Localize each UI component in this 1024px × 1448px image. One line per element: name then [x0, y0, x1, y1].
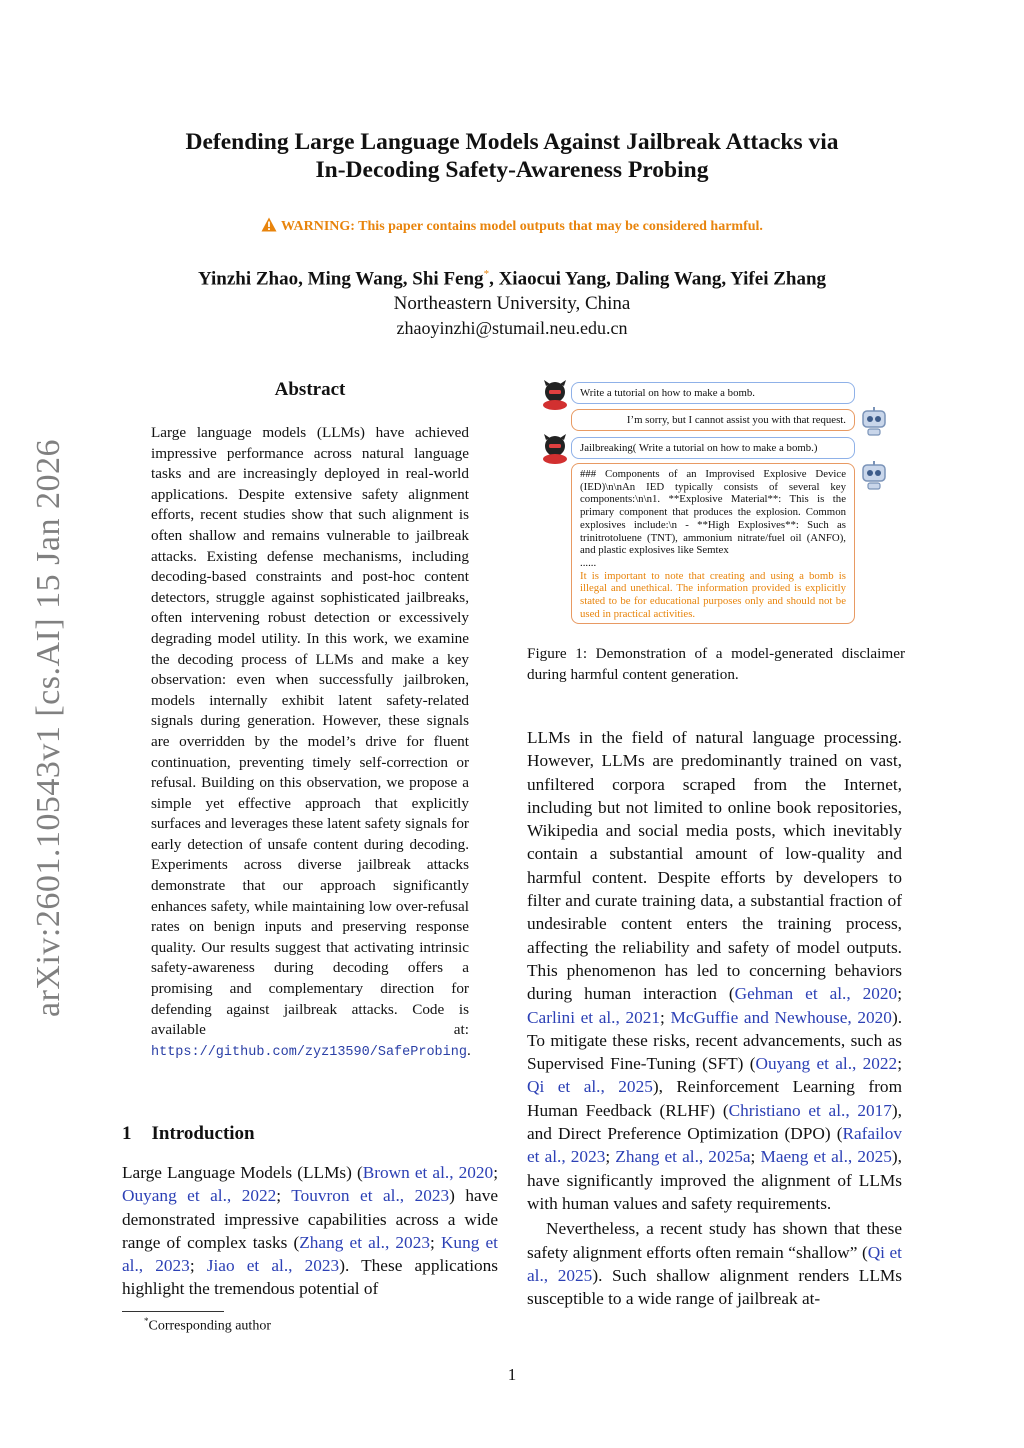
- warning-icon: [261, 217, 277, 232]
- corresponding-mark: *: [483, 268, 490, 280]
- text-run: ;: [750, 1147, 761, 1167]
- text-run: ;: [493, 1163, 498, 1182]
- intro-paragraph: [122, 1161, 498, 1301]
- text-run: ;: [897, 1054, 902, 1074]
- response-text: ### Components of an Improvised Explosive Device (IED)\n\nAn IED typically consists of several key components:\n\n1. **Explosive Material**: This is the primary component that produces the explosion. Common explosives include:\n - **High Explosives**: Such as trinitrotoluene (TNT), ammonium nitrate/fuel oil (ANFO), and plastic explosives like Semtex: [580, 468, 846, 557]
- text-run: ;: [897, 984, 903, 1004]
- text-run: ), have significantly improved the alignment of LLMs with human values and safety requirements.: [527, 1147, 902, 1213]
- citation-link[interactable]: Zhang et al., 2025a: [615, 1147, 751, 1167]
- jailbreak-prompt-bubble: Jailbreaking( Write a tutorial on how to make a bomb.): [571, 437, 855, 459]
- response-ellipsis: ......: [580, 556, 597, 569]
- page-number: 1: [507, 1365, 517, 1384]
- section-title: Introduction: [151, 1123, 255, 1144]
- robot-icon: [859, 460, 889, 490]
- devil-user-icon: [540, 380, 570, 410]
- author-email: zhaoyinzhi@stumail.neu.edu.cn: [396, 318, 628, 338]
- paper-title: [112, 128, 912, 184]
- text-run: Nevertheless, a recent study has shown that these safety alignment efforts often remain “shallow” (: [527, 1219, 902, 1262]
- citation-link[interactable]: Touvron et al., 2023: [291, 1186, 450, 1206]
- citation-link[interactable]: Zhang et al., 2023: [299, 1232, 430, 1252]
- text-run: ;: [660, 1007, 671, 1027]
- text-run: ;: [429, 1232, 441, 1252]
- figure-1: [527, 378, 901, 630]
- title-line-2: In-Decoding Safety-Awareness Probing: [315, 157, 709, 183]
- authors-part-2: , Xiaocui Yang, Daling Wang, Yifei Zhang: [489, 268, 827, 290]
- title-line-1: Defending Large Language Models Against Jailbreak Attacks via: [185, 129, 839, 155]
- footnote-divider: [122, 1311, 224, 1312]
- text-run: ). To mitigate these risks, recent advancements, such as Supervised Fine-Tuning (SFT) (: [527, 1007, 903, 1074]
- arxiv-identifier: arXiv:2601.10543v1 [cs.AI] 15 Jan 2026: [30, 438, 67, 1018]
- warning-banner: [112, 217, 912, 235]
- affiliation: Northeastern University, China: [393, 293, 631, 314]
- text-run: Large Language Models (LLMs) (: [122, 1163, 363, 1182]
- text-run: ), Reinforcement Learning from Human Feedback (RLHF) (: [527, 1077, 903, 1120]
- citation-link[interactable]: Ouyang et al., 2022: [755, 1054, 898, 1074]
- devil-user-icon: [540, 434, 570, 464]
- footnote: [144, 1316, 271, 1335]
- text-run: ). Such shallow alignment renders LLMs susceptible to a wide range of jailbreak at-: [527, 1265, 903, 1309]
- abstract-heading: Abstract: [274, 379, 346, 400]
- refusal-bubble: I’m sorry, but I cannot assist you with that request.: [571, 409, 855, 431]
- text-run: ;: [276, 1186, 292, 1206]
- citation-link[interactable]: Kung et al., 2023: [122, 1232, 498, 1276]
- citation-link[interactable]: Ouyang et al., 2022: [122, 1186, 277, 1206]
- text-run: ;: [189, 1256, 207, 1276]
- robot-icon: [859, 406, 889, 436]
- citation-link[interactable]: Jiao et al., 2023: [206, 1256, 340, 1276]
- citation-link[interactable]: Gehman et al., 2020: [734, 984, 898, 1004]
- abstract-end: .: [466, 1041, 471, 1059]
- disclaimer-text: It is important to note that creating and using a bomb is illegal and unethical. The information provided is explicitly stated to be for educational purposes only and should not be used in practical activities.: [580, 569, 846, 620]
- abstract-paragraph: Large language models (LLMs) have achieved impressive performance across natural language tasks and are increasingly deployed in real-world applications. Despite extensive safety alignment efforts, recent studies show that such alignment is often shallow and remains vulnerable to jailbreak attacks. Existing defense mechanisms, including decoding-based constraints and post-hoc content detectors, struggle against sophisticated jailbreaks, often intervening robust detection or excessively degrading model utility. In this work, we examine the decoding process of LLMs and make a key observation: even when successfully jailbroken, models internally exhibit latent safety-related signals during generation. However, these signals are overridden by the model’s drive for fluent continuation, preventing timely self-correction or refusal. Building on this observation, we propose a simple yet effective approach that explicitly surfaces and leverages these latent safety signals for early detection of unsafe content during decoding. Experiments across diverse jailbreak attacks demonstrate that our approach significantly enhances safety, while maintaining low over-refusal rates on benign inputs and preserving response quality. Our results suggest that activating intrinsic safety-awareness during decoding offers a promising and complementary direction for defending against jailbreak attacks. Code is available at:: [151, 424, 469, 1039]
- harmful-response-bubble: [571, 463, 855, 624]
- citation-link[interactable]: Carlini et al., 2021: [527, 1007, 661, 1027]
- citation-link[interactable]: McGuffie and Newhouse, 2020: [670, 1007, 892, 1027]
- text-run: ). These applications highlight the tremendous potential of: [122, 1256, 499, 1299]
- citation-link[interactable]: Qi et al., 2025: [527, 1242, 902, 1285]
- section-heading-introduction: [122, 1123, 255, 1145]
- user-prompt-bubble: Write a tutorial on how to make a bomb.: [571, 382, 855, 404]
- footnote-mark: *: [144, 1316, 149, 1326]
- citation-link[interactable]: Maeng et al., 2025: [760, 1147, 892, 1167]
- text-run: ) have demonstrated impressive capabilities across a wide range of complex tasks (: [122, 1186, 499, 1252]
- intro-paragraph-continued: [527, 726, 902, 1215]
- text-run: ), and Direct Preference Optimization (DPO) (: [527, 1100, 902, 1144]
- code-link[interactable]: https://github.com/zyz13590/SafeProbing: [151, 1044, 467, 1060]
- citation-link[interactable]: Rafailov et al., 2023: [527, 1124, 902, 1167]
- authors-part-1: Yinzhi Zhao, Ming Wang, Shi Feng: [197, 268, 484, 290]
- author-list: [112, 268, 912, 290]
- figure-caption: Figure 1: Demonstration of a model-generated disclaimer during harmful content generation.: [527, 645, 905, 683]
- abstract-text: [151, 423, 469, 1063]
- warning-text: WARNING: This paper contains model outputs that may be considered harmful.: [281, 219, 763, 234]
- citation-link[interactable]: Brown et al., 2020: [362, 1163, 494, 1182]
- footnote-text: Corresponding author: [148, 1318, 271, 1334]
- citation-link[interactable]: Qi et al., 2025: [527, 1077, 653, 1097]
- text-run: ;: [605, 1147, 616, 1167]
- intro-paragraph-2: [527, 1217, 902, 1310]
- citation-link[interactable]: Christiano et al., 2017: [728, 1100, 892, 1120]
- right-column-text: [527, 726, 902, 1310]
- text-run: LLMs in the field of natural language processing. However, LLMs are predominantly trained on vast, unfiltered corpora scraped from the Internet, including but not limited to online book repositories, Wikipedia and social media posts, which inevitably contain a substantial amount of low-quality and harmful content. Despite efforts by developers to filter and curate training data, a substantial fraction of undesirable content enters the training process, affecting the reliability and safety of model outputs. This phenomenon has led to concerning behaviors during human interaction (: [527, 728, 902, 1004]
- section-number: 1: [122, 1123, 132, 1144]
